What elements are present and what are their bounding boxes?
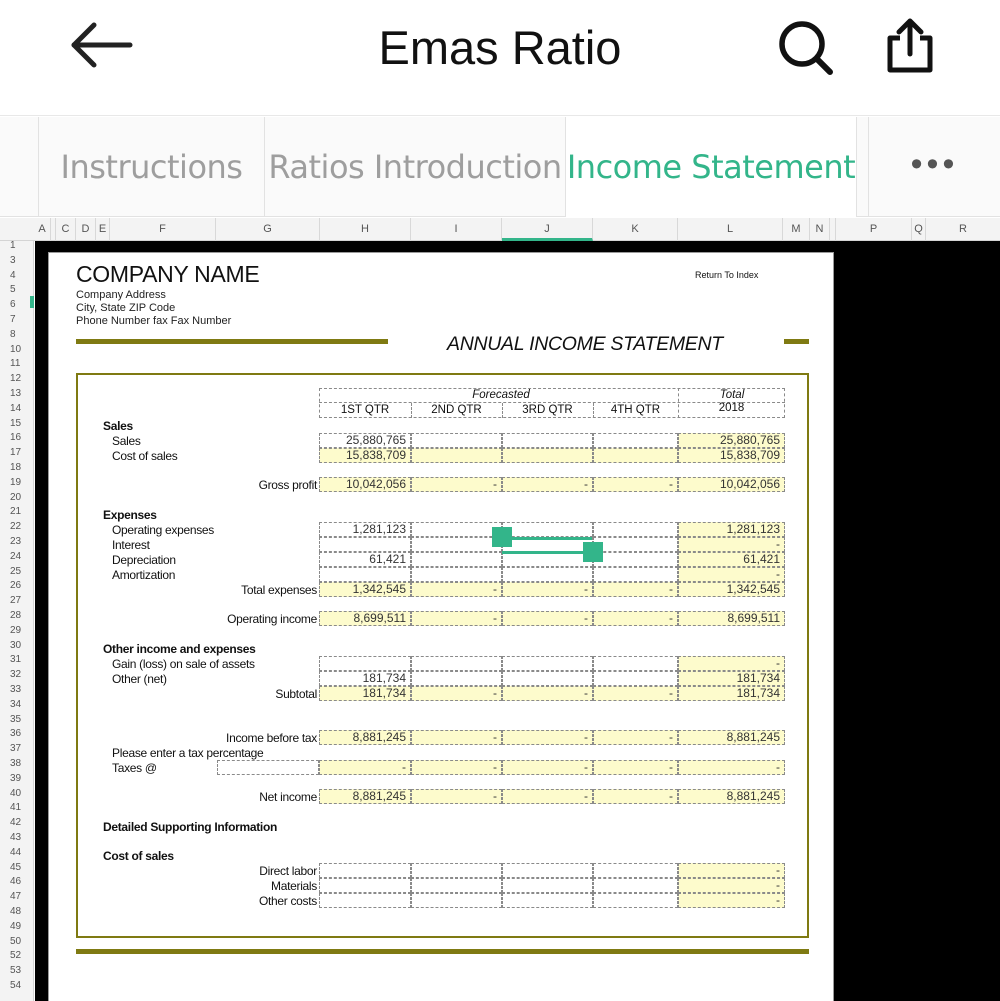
sales-q1-cell[interactable]: 25,880,765 [319, 433, 411, 448]
other-income-section-label: Other income and expenses [103, 642, 256, 656]
row-header-cell[interactable]: 3 [10, 254, 16, 266]
share-icon [878, 14, 942, 78]
gross-profit-label: Gross profit [258, 478, 317, 492]
total-expenses-label: Total expenses [241, 583, 317, 597]
operating-income-q1-cell[interactable]: 8,699,511 [319, 611, 411, 626]
more-tabs-button[interactable]: ••• [868, 117, 1000, 217]
net-income-total-cell[interactable]: 8,881,245 [678, 789, 785, 804]
materials-q1-cell[interactable] [319, 878, 411, 893]
cost-of-sales-section-label: Cost of sales [103, 849, 174, 863]
row-header-cell[interactable]: 6 [10, 299, 16, 311]
total-expenses-q4-cell[interactable]: - [593, 582, 678, 597]
cost-of-sales-q1-cell[interactable]: 15,838,709 [319, 448, 411, 463]
row-header-cell[interactable]: 45 [10, 861, 22, 873]
materials-q3-cell[interactable] [502, 878, 593, 893]
row-header-cell[interactable]: 20 [10, 491, 22, 503]
net-income-q2-cell[interactable]: - [411, 789, 502, 804]
other-costs-label: Other costs [258, 894, 317, 908]
interest-q2-cell[interactable] [411, 537, 502, 552]
sales-q3-cell[interactable] [502, 433, 593, 448]
row-header-cell[interactable]: 48 [10, 906, 22, 917]
row-header-cell[interactable]: 44 [10, 846, 22, 858]
qtr-header: 4TH QTR [610, 404, 661, 416]
gross-profit-q1-cell[interactable]: 10,042,056 [319, 477, 411, 492]
search-button[interactable] [774, 14, 838, 78]
row-header-cell[interactable]: 22 [10, 521, 22, 533]
tab-ratios-introduction[interactable]: Ratios Introduction [264, 117, 565, 217]
row-header-cell[interactable]: 23 [10, 536, 22, 547]
return-to-index-link[interactable]: Return To Index [695, 270, 759, 280]
cost-of-sales-total-cell[interactable]: 15,838,709 [678, 448, 785, 463]
row-header-cell[interactable]: 13 [10, 388, 22, 399]
column-header-cell[interactable]: I [411, 218, 502, 241]
row-header-cell[interactable]: 40 [10, 787, 22, 799]
detailed-info-label: Detailed Supporting Information [103, 820, 278, 834]
depreciation-label: Depreciation [112, 553, 176, 567]
row-header-cell[interactable]: 26 [10, 580, 22, 592]
row-header-cell[interactable]: 15 [10, 417, 22, 429]
direct-labor-q2-cell[interactable] [411, 863, 502, 878]
search-icon [774, 14, 838, 78]
sheet-tab-bar [0, 117, 1000, 217]
depreciation-q1-cell[interactable]: 61,421 [319, 552, 411, 567]
direct-labor-label: Direct labor [259, 864, 317, 878]
column-header-cell[interactable]: A [34, 218, 51, 241]
sales-q4-cell[interactable] [593, 433, 678, 448]
row-header-cell[interactable]: 49 [10, 920, 22, 932]
header-rule-right [784, 339, 809, 344]
row-header-cell[interactable]: 29 [10, 624, 22, 636]
taxes-total-cell[interactable]: - [678, 760, 785, 775]
row-header-cell[interactable]: 27 [10, 595, 22, 607]
cost-of-sales-q2-cell[interactable] [411, 448, 502, 463]
sales-label: Sales [112, 434, 141, 448]
amortization-q1-cell[interactable] [319, 567, 411, 582]
app-title: Emas Ratio [378, 21, 622, 74]
column-header-cell[interactable]: R [959, 223, 967, 235]
total-expenses-q3-cell[interactable]: - [502, 582, 593, 597]
total-expenses-q1-cell[interactable]: 1,342,545 [319, 582, 411, 597]
total-expenses-q2-cell[interactable]: - [411, 582, 502, 597]
operating-income-q2-cell[interactable]: - [411, 611, 502, 626]
row-header-cell[interactable]: 33 [10, 684, 22, 695]
share-button[interactable] [878, 14, 942, 78]
row-header-cell[interactable]: 25 [10, 565, 22, 577]
row-header-cell[interactable]: 16 [10, 432, 22, 444]
subtotal-q1-cell[interactable]: 181,734 [319, 686, 411, 701]
income-before-tax-label: Income before tax [226, 731, 317, 745]
row-header-cell[interactable]: 24 [10, 550, 22, 562]
other-net-total-cell[interactable]: 181,734 [678, 671, 785, 686]
other-net-q3-cell[interactable] [502, 671, 593, 686]
interest-label: Interest [112, 538, 150, 552]
gain-loss-q4-cell[interactable] [593, 656, 678, 671]
tax-prompt-label: Please enter a tax percentage [112, 746, 264, 760]
gross-profit-q4-cell[interactable]: - [593, 477, 678, 492]
qtr-header: 3RD QTR [522, 404, 573, 416]
row-header-cell[interactable]: 43 [10, 832, 22, 843]
row-header-cell[interactable]: 19 [10, 476, 22, 488]
row-header-cell[interactable]: 39 [10, 772, 22, 784]
other-net-label: Other (net) [112, 672, 167, 686]
column-header-cell[interactable]: P [836, 218, 912, 241]
cost-of-sales-q4-cell[interactable] [593, 448, 678, 463]
income-before-tax-q1-cell[interactable]: 8,881,245 [319, 730, 411, 745]
tab-income-statement[interactable]: Income Statement [565, 117, 857, 217]
gross-profit-total-cell[interactable]: 10,042,056 [678, 477, 785, 492]
column-header-cell[interactable]: G [216, 218, 320, 241]
row-header-cell[interactable]: 38 [10, 758, 22, 769]
subtotal-label: Subtotal [275, 687, 317, 701]
column-header-cell[interactable]: E [96, 218, 110, 241]
header-rule-left [76, 339, 388, 344]
net-income-label: Net income [259, 790, 317, 804]
income-before-tax-total-cell[interactable]: 8,881,245 [678, 730, 785, 745]
other-costs-q4-cell[interactable] [593, 893, 678, 908]
row-header-cell[interactable]: 21 [10, 506, 22, 518]
qtr-header: 1ST QTR [340, 404, 390, 416]
direct-labor-total-cell[interactable]: - [678, 863, 785, 878]
direct-labor-q4-cell[interactable] [593, 863, 678, 878]
other-costs-total-cell[interactable]: - [678, 893, 785, 908]
column-header-cell-selected[interactable]: J [502, 218, 593, 241]
tab-instructions[interactable]: Instructions [38, 117, 264, 217]
operating-income-label: Operating income [227, 612, 317, 626]
row-header-cell[interactable]: 11 [10, 358, 21, 370]
taxes-q2-cell[interactable]: - [411, 760, 502, 775]
income-before-tax-q3-cell[interactable]: - [502, 730, 593, 745]
taxes-q4-cell[interactable]: - [593, 760, 678, 775]
other-costs-q1-cell[interactable] [319, 893, 411, 908]
subtotal-q2-cell[interactable]: - [411, 686, 502, 701]
other-net-q1-cell[interactable]: 181,734 [319, 671, 411, 686]
row-header-cell[interactable]: 28 [10, 610, 22, 621]
row-header-cell[interactable]: 30 [10, 639, 22, 651]
net-income-q3-cell[interactable]: - [502, 789, 593, 804]
row-header-cell[interactable]: 46 [10, 876, 22, 888]
qtr-header: 2ND QTR [431, 404, 482, 416]
column-header-cell[interactable]: F [110, 218, 216, 241]
income-before-tax-q4-cell[interactable]: - [593, 730, 678, 745]
gross-profit-q3-cell[interactable]: - [502, 477, 593, 492]
selection-start-handle[interactable] [492, 527, 512, 547]
gain-loss-q2-cell[interactable] [411, 656, 502, 671]
total-expenses-total-cell[interactable]: 1,342,545 [678, 582, 785, 597]
cost-of-sales-label: Cost of sales [112, 449, 178, 463]
depreciation-q2-cell[interactable] [411, 552, 502, 567]
row-header-cell[interactable]: 34 [10, 698, 22, 710]
total-header: Total [719, 389, 745, 401]
row-header-cell[interactable]: 54 [10, 980, 22, 991]
column-header-cell[interactable]: Q [912, 218, 926, 241]
direct-labor-q1-cell[interactable] [319, 863, 411, 878]
gain-loss-total-cell[interactable]: - [678, 656, 785, 671]
row-header-cell[interactable]: 32 [10, 669, 22, 681]
amortization-total-cell[interactable]: - [678, 567, 785, 582]
row-header-cell[interactable]: 36 [10, 728, 22, 740]
column-header-cell[interactable]: C [56, 218, 76, 241]
column-header-cell[interactable]: L [678, 218, 783, 241]
column-header [0, 218, 1000, 241]
gross-profit-q2-cell[interactable]: - [411, 477, 502, 492]
sales-q2-cell[interactable] [411, 433, 502, 448]
back-button[interactable] [66, 18, 138, 74]
expenses-section-label: Expenses [103, 508, 157, 522]
taxes-q1-cell[interactable]: - [319, 760, 411, 775]
operating-expenses-q3-cell[interactable] [502, 522, 593, 537]
direct-labor-q3-cell[interactable] [502, 863, 593, 878]
depreciation-total-cell[interactable]: 61,421 [678, 552, 785, 567]
row-header-cell[interactable]: 5 [10, 284, 16, 296]
year-header: 2018 [718, 402, 745, 414]
row-header-cell[interactable]: 7 [10, 314, 16, 325]
taxes-label: Taxes @ [112, 761, 157, 775]
gain-loss-q3-cell[interactable] [502, 656, 593, 671]
forecasted-header: Forecasted [472, 389, 530, 401]
amortization-q3-cell[interactable] [502, 567, 593, 582]
company-address: Company Address [76, 289, 166, 301]
amortization-q4-cell[interactable] [593, 567, 678, 582]
company-city: City, State ZIP Code [76, 302, 176, 314]
materials-label: Materials [271, 879, 317, 893]
tax-percentage-input[interactable] [217, 760, 319, 775]
row-header-cell[interactable]: 41 [10, 802, 22, 814]
operating-expenses-q4-cell[interactable] [593, 522, 678, 537]
row-header-cell[interactable]: 1 [10, 240, 16, 251]
row-header-cell[interactable]: 47 [10, 891, 22, 903]
gain-loss-q1-cell[interactable] [319, 656, 411, 671]
row-header-cell[interactable]: 53 [10, 965, 22, 977]
column-header-cell[interactable]: K [593, 218, 678, 241]
sales-total-cell[interactable]: 25,880,765 [678, 433, 785, 448]
statement-title: ANNUAL INCOME STATEMENT [447, 333, 723, 355]
row-header-cell[interactable]: 12 [10, 373, 22, 385]
materials-total-cell[interactable]: - [678, 878, 785, 893]
row-header-cell[interactable]: 10 [10, 343, 22, 355]
interest-q1-cell[interactable] [319, 537, 411, 552]
taxes-q3-cell[interactable]: - [502, 760, 593, 775]
row-header [0, 241, 34, 1001]
operating-expenses-q2-cell[interactable] [411, 522, 502, 537]
row-header-cell[interactable]: 31 [10, 654, 22, 666]
subtotal-total-cell[interactable]: 181,734 [678, 686, 785, 701]
amortization-label: Amortization [112, 568, 176, 582]
other-costs-q3-cell[interactable] [502, 893, 593, 908]
column-header-cell[interactable]: D [76, 218, 96, 241]
income-before-tax-q2-cell[interactable]: - [411, 730, 502, 745]
operating-expenses-q1-cell[interactable]: 1,281,123 [319, 522, 411, 537]
materials-q2-cell[interactable] [411, 878, 502, 893]
row-header-cell[interactable]: 8 [10, 328, 16, 340]
interest-q4-cell[interactable] [593, 537, 678, 552]
depreciation-q4-cell[interactable] [593, 552, 678, 567]
company-phone: Phone Number fax Fax Number [76, 315, 232, 327]
depreciation-q3-cell[interactable] [502, 552, 593, 567]
column-header-cell[interactable]: H [320, 218, 411, 241]
row-header-cell[interactable]: 4 [10, 269, 16, 281]
arrow-left-icon [66, 18, 138, 74]
row-header-cell[interactable]: 17 [10, 447, 22, 459]
operating-income-total-cell[interactable]: 8,699,511 [678, 611, 785, 626]
column-header-cell[interactable]: N [810, 218, 830, 241]
selected-row-indicator [30, 296, 34, 308]
app-bar [0, 0, 1000, 116]
selection-end-handle[interactable] [583, 542, 603, 562]
sales-section-label: Sales [103, 419, 133, 433]
operating-income-q3-cell[interactable]: - [502, 611, 593, 626]
other-costs-q2-cell[interactable] [411, 893, 502, 908]
footer-rule [76, 949, 809, 954]
income-statement-page [48, 252, 834, 1001]
row-header-cell[interactable]: 37 [10, 743, 22, 755]
row-header-cell[interactable]: 52 [10, 950, 22, 962]
net-income-q1-cell[interactable]: 8,881,245 [319, 789, 411, 804]
other-net-q4-cell[interactable] [593, 671, 678, 686]
column-header-cell[interactable]: M [783, 218, 810, 241]
row-header-cell[interactable]: 50 [10, 935, 22, 947]
operating-expenses-label: Operating expenses [112, 523, 215, 537]
subtotal-q4-cell[interactable]: - [593, 686, 678, 701]
row-header-cell[interactable]: 35 [10, 713, 22, 725]
row-header-cell[interactable]: 14 [10, 402, 22, 414]
row-header-cell[interactable]: 18 [10, 462, 22, 473]
selection-range-line [512, 537, 592, 540]
company-name: COMPANY NAME [76, 261, 260, 287]
other-net-q2-cell[interactable] [411, 671, 502, 686]
amortization-q2-cell[interactable] [411, 567, 502, 582]
row-header-cell[interactable]: 42 [10, 817, 22, 829]
selection-range-line [502, 551, 584, 554]
interest-total-cell[interactable]: - [678, 537, 785, 552]
net-income-q4-cell[interactable]: - [593, 789, 678, 804]
gain-loss-label: Gain (loss) on sale of assets [112, 657, 255, 671]
cost-of-sales-q3-cell[interactable] [502, 448, 593, 463]
materials-q4-cell[interactable] [593, 878, 678, 893]
sheet-canvas[interactable] [35, 241, 1000, 1001]
operating-income-q4-cell[interactable]: - [593, 611, 678, 626]
operating-expenses-total-cell[interactable]: 1,281,123 [678, 522, 785, 537]
subtotal-q3-cell[interactable]: - [502, 686, 593, 701]
